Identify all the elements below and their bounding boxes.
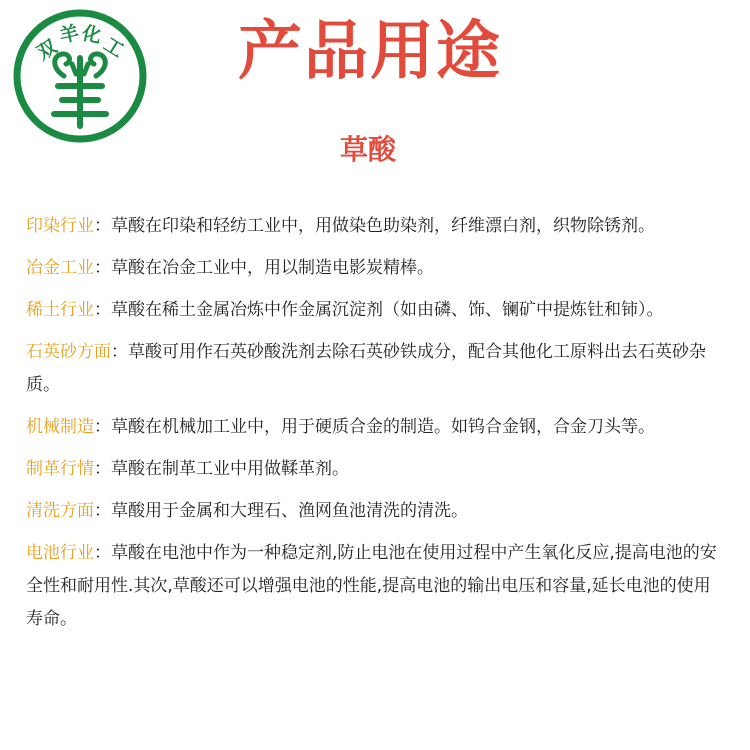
usage-separator: ： [94, 258, 111, 278]
usage-separator: ： [94, 417, 111, 437]
usage-text: 草酸用于金属和大理石、渔网鱼池清洗的清洗。 [111, 501, 468, 521]
usage-label: 稀土行业 [26, 300, 94, 320]
page-title: 产品用途 [238, 15, 502, 89]
usage-text: 草酸在机械加工业中，用于硬质合金的制造。如钨合金钢，合金刀头等。 [111, 417, 655, 437]
usage-label: 清洗方面 [26, 501, 94, 521]
usage-separator: ： [94, 459, 111, 479]
product-name: 草酸 [340, 133, 397, 166]
usage-text: 草酸可用作石英砂酸洗剂去除石英砂铁成分，配合其他化工原料出去石英砂杂质。 [26, 342, 706, 395]
logo-char-1: 双 [33, 35, 61, 65]
usage-text: 草酸在冶金工业中，用以制造电影炭精棒。 [111, 258, 434, 278]
usage-label: 石英砂方面 [26, 342, 111, 362]
usage-separator: ： [94, 300, 111, 320]
usage-label: 印染行业 [26, 216, 94, 236]
usage-item [26, 411, 718, 444]
usage-item [26, 252, 718, 285]
usage-list [26, 210, 718, 645]
company-logo [12, 8, 148, 144]
usage-label: 电池行业 [26, 543, 94, 563]
usage-separator: ： [94, 216, 111, 236]
usage-text: 草酸在电池中作为一种稳定剂,防止电池在使用过程中产生氧化反应,提高电池的安全性和耐用性.其次,草酸还可以增强电池的性能,提高电池的输出电压和容量,延长电池的使用寿命。 [26, 543, 717, 629]
logo-emblem [12, 8, 148, 144]
usage-label: 机械制造 [26, 417, 94, 437]
usage-separator: ： [94, 543, 111, 563]
usage-item [26, 453, 718, 486]
usage-item [26, 294, 718, 327]
usage-item [26, 537, 718, 636]
logo-char-2: 羊 [57, 21, 81, 48]
usage-text: 草酸在制革工业中用做鞣革剂。 [111, 459, 349, 479]
usage-separator: ： [111, 342, 128, 362]
logo-char-4: 工 [99, 33, 128, 63]
usage-label: 制革行情 [26, 459, 94, 479]
usage-item [26, 495, 718, 528]
logo-char-3: 化 [80, 22, 104, 48]
usage-separator: ： [94, 501, 111, 521]
usage-item [26, 210, 718, 243]
usage-text: 草酸在稀土金属冶炼中作金属沉淀剂（如由磷、饰、镧矿中提炼钍和铈）。 [111, 300, 664, 320]
usage-label: 冶金工业 [26, 258, 94, 278]
usage-item [26, 336, 718, 402]
usage-text: 草酸在印染和轻纺工业中，用做染色助染剂，纤维漂白剂，织物除锈剂。 [111, 216, 655, 236]
